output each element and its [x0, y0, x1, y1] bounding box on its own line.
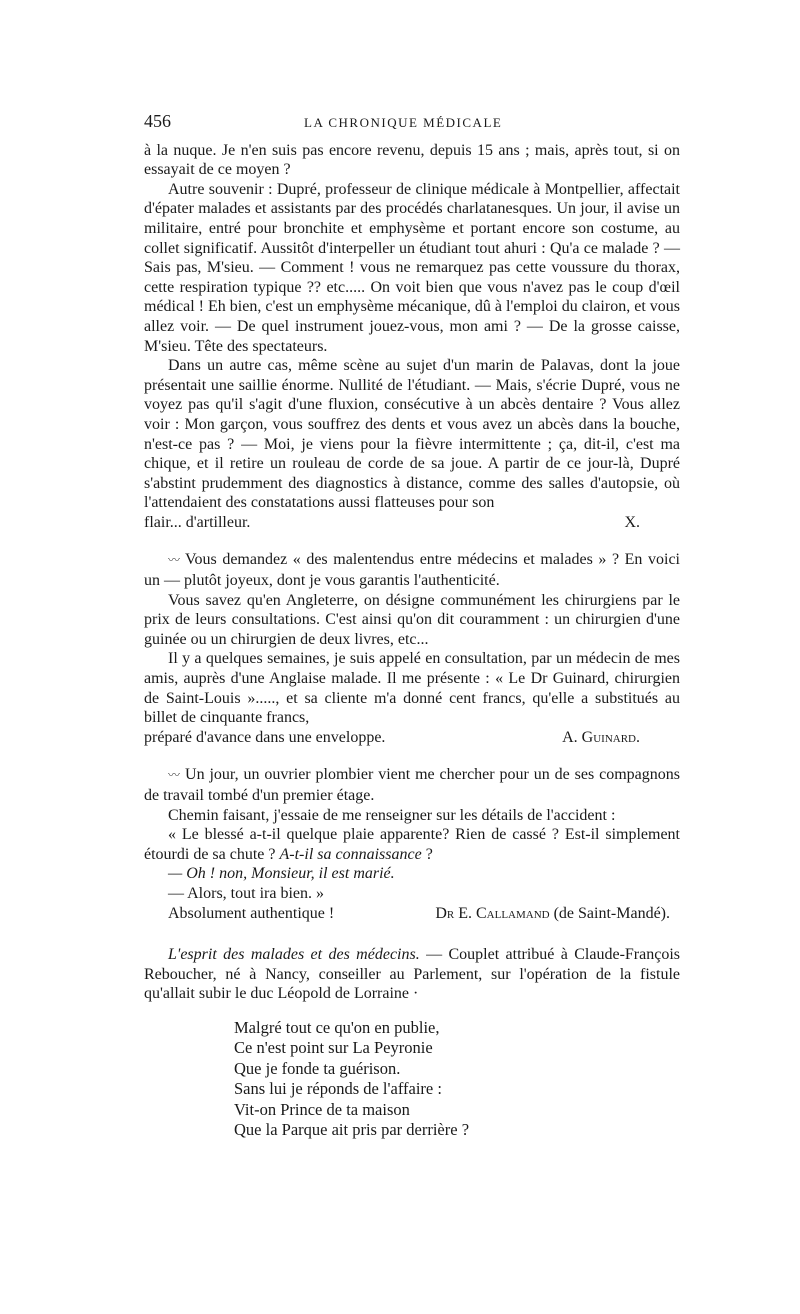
paragraph: Chemin faisant, j'essaie de me renseigner sur les détails de l'accident :	[168, 806, 616, 824]
section-ornament-icon: 〰	[168, 768, 180, 783]
verse-block	[234, 1018, 680, 1141]
article-esprit	[144, 945, 680, 1141]
article-callamand	[144, 765, 680, 923]
running-title: LA CHRONIQUE MÉDICALE	[304, 115, 503, 130]
paragraph: 〰 Un jour, un ouvrier plombier vient me chercher pour un de ses compagnons de travail tombé d'un premier étage.	[144, 766, 680, 804]
verse-line: Vit-on Prince de ta maison	[234, 1099, 410, 1119]
paragraph: L'esprit des malades et des médecins. — Couplet attribué à Claude-François Reboucher, né à Nancy, conseiller au Parlement, sur l'opération de la fistule qu'allait subir le duc Léopold de Lorraine ·	[144, 946, 680, 1003]
section-title: L'esprit des malades et des médecins.	[168, 946, 420, 964]
section-ornament-icon: 〰	[168, 553, 180, 568]
verse-line: Que la Parque ait pris par derrière ?	[234, 1120, 470, 1140]
closing-text: préparé d'avance dans une enveloppe.	[144, 728, 386, 746]
paragraph: 〰 Vous demandez « des malentendus entre médecins et malades » ? En voici un — plutôt joyeux, dont je vous garantis l'authenticité.	[144, 551, 680, 590]
paragraph: Vous savez qu'en Angleterre, on désigne communément les chirurgiens par le prix de leurs consultations. C'est ainsi qu'on dit couramment : un chirurgien d'une guinée ou un chirurgien de deux livres, etc...	[144, 591, 680, 648]
signature-line	[144, 513, 680, 533]
paragraph: Il y a quelques semaines, je suis appelé en consultation, par un médecin de mes amis, auprès d'une Anglaise malade. Il me présente : « Le Dr Guinard, chirurgien de Saint-Louis »....., et sa cliente m'a donné cent francs, qu'elle a substitués au billet de cinquante francs,	[144, 650, 680, 727]
signature-line	[144, 728, 680, 748]
paragraph: Autre souvenir : Dupré, professeur de clinique médicale à Montpellier, affectait d'épater malades et assistants par des procédés charlatanesques. Un jour, il avise un militaire, entré pour bronchite et emphysème et portant encore son costume, au collet significatif. Aussitôt d'interpeller un étudiant tout ahuri : Qu'a ce malade ? — Sais pas, M'sieu. — Comment ! vous ne remarquez pas cette voussure du thorax, cette respiration typique ?? etc..... On voit bien que vous n'avez pas le coup d'œil médical ! Eh bien, c'est un emphysème mécanique, dû à l'emploi du clairon, et vous allez voir. — De quel instrument jouez-vous, mon ami ? — De la grosse caisse, M'sieu. Tête des spectateurs.	[144, 180, 680, 355]
author-signature: A. Guinard.	[562, 728, 640, 746]
verse-line: Sans lui je réponds de l'affaire :	[234, 1079, 442, 1099]
closing-text: Absolument authentique !	[168, 904, 335, 922]
paragraph: Dans un autre cas, même scène au sujet d'un marin de Palavas, dont la joue présentait une saillie énorme. Nullité de l'étudiant. — Mais, s'écrie Dupré, vous ne voyez pas qu'il s'agit d'une fluxion, consécutive à un abcès dentaire ? Vous allez voir : Mon garçon, vous souffrez des dents et vous avez un abcès dans la bouche, n'est-ce pas ? — Moi, je viens pour la fièvre intermittente ; ça, dit-il, c'est ma chique, et il retire un rouleau de corde de sa joue. A partir de ce jour-là, Dupré s'abstint prudemment des diagnostics à distance, comme des salles d'autopsie, où l'attendaient des constatations aussi flatteuses pour son	[144, 357, 680, 512]
article-guinard	[144, 550, 680, 747]
author-signature: X.	[624, 513, 640, 531]
verse-line: Ce n'est point sur La Peyronie	[234, 1038, 433, 1058]
signature-line	[144, 904, 680, 924]
verse-line: Malgré tout ce qu'on en publie,	[234, 1017, 440, 1037]
author-signature: Dr E. Callamand (de Saint-Mandé).	[435, 904, 670, 922]
paragraph: « Le blessé a-t-il quelque plaie apparente? Rien de cassé ? Est-il simplement étourdi de sa chute ? A-t-il sa connaissance ?	[144, 826, 680, 863]
paragraph: — Oh ! non, Monsieur, il est marié.	[168, 865, 395, 883]
paragraph: à la nuque. Je n'en suis pas encore revenu, depuis 15 ans ; mais, après tout, si on essayait de ce moyen ?	[144, 141, 680, 179]
paragraph: — Alors, tout ira bien. »	[168, 884, 324, 902]
page-number: 456	[144, 111, 171, 131]
page-body	[144, 112, 680, 1141]
article-dupre	[144, 141, 680, 533]
page-header	[144, 112, 680, 133]
closing-text: flair... d'artilleur.	[144, 513, 251, 531]
verse-line: Que je fonde ta guérison.	[234, 1058, 401, 1078]
